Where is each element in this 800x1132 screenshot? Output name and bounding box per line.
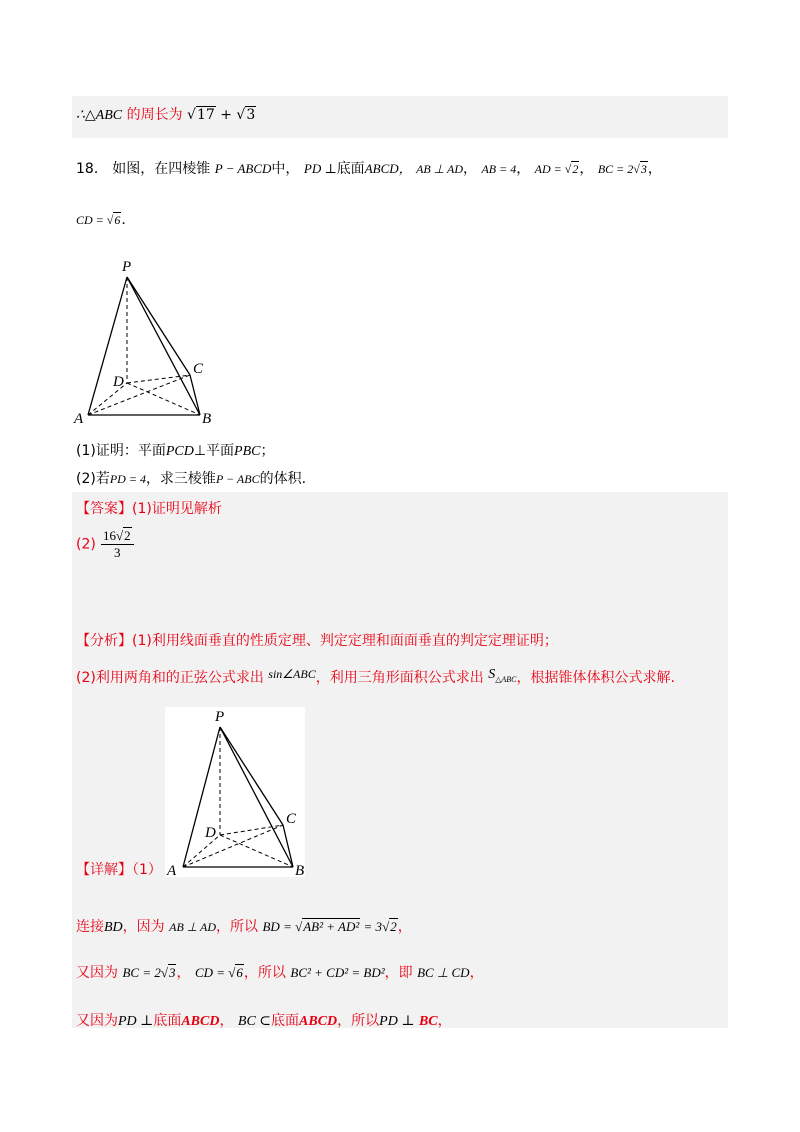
edge-DB: [220, 835, 293, 867]
part-1: (1)证明：平面PCD⊥平面PBC；: [76, 443, 275, 459]
part-2: (2)若PD = 4，求三棱锥P − ABC的体积.: [76, 471, 307, 487]
edge-DB: [127, 383, 200, 415]
label-A: A: [74, 411, 84, 427]
detail-line-3: 又因为PD ⊥底面ABCD， BC ⊂底面ABCD，所以PD ⊥ BC，: [76, 1013, 452, 1029]
label-D: D: [205, 825, 216, 841]
perimeter-conclusion: ∴△ABC 的周长为 √17 + √3: [76, 107, 256, 123]
analysis-line-2: (2)利用两角和的正弦公式求出 sin∠ABC，利用三角形面积公式求出 $S_{\triangle ABC}$，根据锥体体积公式求解.: [76, 667, 675, 686]
edge-PA: [183, 727, 220, 867]
question-line-2: CD = √6.: [76, 212, 126, 228]
edge-PC: [220, 727, 283, 825]
edge-PA: [88, 277, 127, 415]
label-D: D: [113, 374, 124, 390]
edge-PB: [127, 277, 200, 415]
answer-line-1: 【答案】(1)证明见解析: [76, 501, 222, 517]
edge-BC: [190, 375, 200, 415]
question-line-1: 18． 如图，在四棱锥 P − ABCD中， PD ⊥底面ABCD， AB ⊥ AD， AB = 4， AD = √2， BC = 2√3，: [76, 161, 662, 177]
detail-heading: 【详解】（1）: [76, 862, 162, 878]
label-B: B: [202, 411, 212, 427]
detail-line-2: 又因为 BC = 2√3， CD = √6，所以 BC² + CD² = BD²，即 BC ⊥ CD，: [76, 965, 484, 981]
label-B: B: [295, 863, 305, 879]
pyramid-figure: [70, 255, 220, 427]
edge-PC: [127, 277, 190, 375]
label-C: C: [193, 361, 204, 377]
answer-fraction: $\frac{16√2}{3}$: [101, 528, 134, 561]
label-P: P: [122, 259, 132, 275]
edge-PB: [220, 727, 293, 867]
pyramid-figure-2: [165, 707, 305, 879]
analysis-line-1: 【分析】(1)利用线面垂直的性质定理、判定定理和面面垂直的判定定理证明；: [76, 633, 558, 649]
label-P: P: [215, 709, 225, 725]
label-C: C: [286, 811, 297, 827]
edge-AC: [183, 825, 283, 867]
detail-line-1: 连接BD，因为 AB ⊥ AD，所以 BD = √AB² + AD² = 3√2，: [76, 919, 412, 935]
label-A: A: [167, 863, 177, 879]
answer-line-2: (2) $\frac{16√2}{3}$: [76, 528, 134, 561]
edge-AC: [88, 375, 190, 415]
edge-BC: [283, 825, 293, 867]
